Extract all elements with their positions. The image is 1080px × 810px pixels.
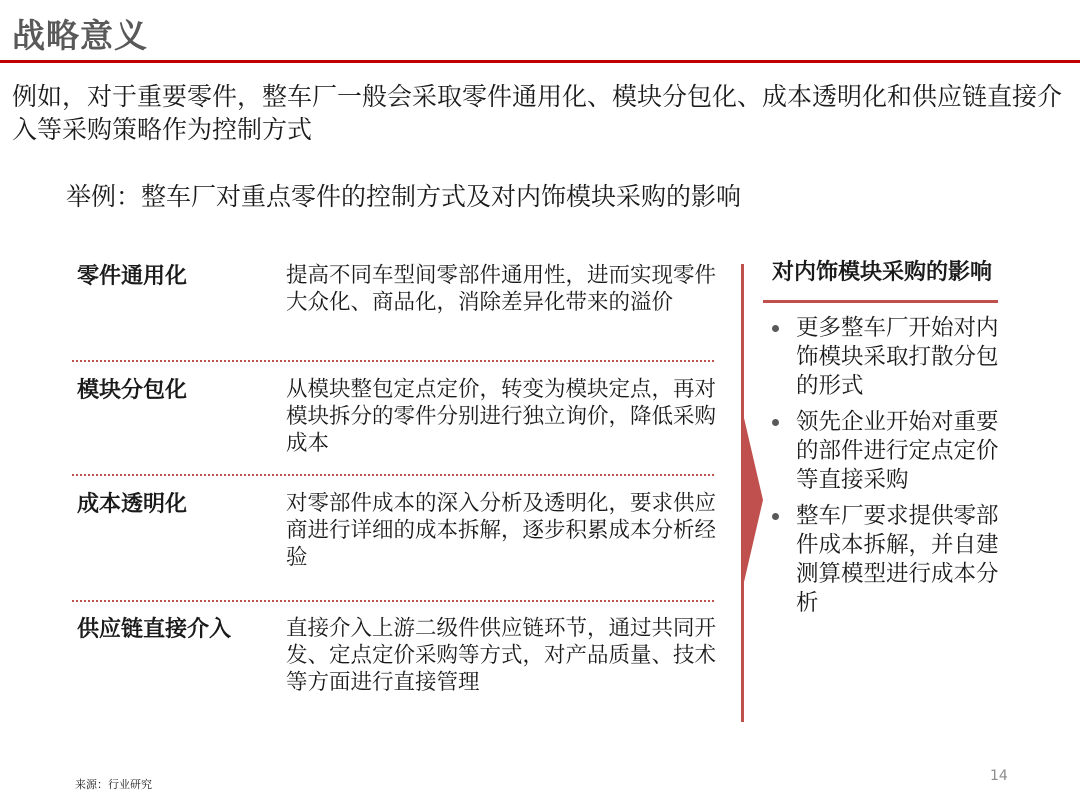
bullet-icon [772, 513, 779, 520]
impact-title: 对内饰模块采购的影响 [772, 260, 993, 285]
row-divider [72, 360, 714, 362]
impact-list [770, 314, 1000, 625]
impact-title-underline [763, 300, 998, 303]
strategy-name: 零件通用化 [77, 264, 188, 289]
impact-item [770, 314, 1000, 401]
impact-item [770, 502, 1000, 618]
bullet-icon [772, 325, 779, 332]
arrow-right-icon [741, 405, 763, 595]
strategy-description: 对零部件成本的深入分析及透明化，要求供应商进行详细的成本拆解，逐步积累成本分析经验 [286, 491, 717, 570]
strategy-name: 供应链直接介入 [77, 617, 232, 642]
impact-item-text: 整车厂要求提供零部件成本拆解，并自建测算模型进行成本分析 [796, 503, 999, 616]
row-divider [72, 474, 714, 476]
strategy-name: 模块分包化 [77, 378, 188, 403]
source-note: 来源：行业研究 [75, 778, 152, 791]
strategy-description: 从模块整包定点定价，转变为模块定点，再对模块拆分的零件分别进行独立询价，降低采购成本 [286, 377, 717, 456]
slide-title: 战略意义 [12, 16, 148, 55]
bullet-icon [772, 419, 779, 426]
page-number: 14 [990, 768, 1008, 784]
intro-text: 例如，对于重要零件，整车厂一般会采取零件通用化、模块分包化、成本透明化和供应链直接介入等采购策略作为控制方式 [12, 82, 1063, 144]
impact-item-text: 领先企业开始对重要的部件进行定点定价等直接采购 [796, 409, 999, 493]
impact-item-text: 更多整车厂开始对内饰模块采取打散分包的形式 [796, 315, 999, 399]
example-heading: 举例：整车厂对重点零件的控制方式及对内饰模块采购的影响 [66, 182, 742, 211]
strategy-name: 成本透明化 [77, 492, 188, 517]
strategy-description: 提高不同车型间零部件通用性，进而实现零件大众化、商品化，消除差异化带来的溢价 [286, 263, 717, 315]
row-divider [72, 600, 714, 602]
strategy-description: 直接介入上游二级件供应链环节，通过共同开发、定点定价采购等方式，对产品质量、技术等方面进行直接管理 [286, 616, 717, 695]
impact-item [770, 408, 1000, 495]
title-underline [0, 60, 1080, 63]
